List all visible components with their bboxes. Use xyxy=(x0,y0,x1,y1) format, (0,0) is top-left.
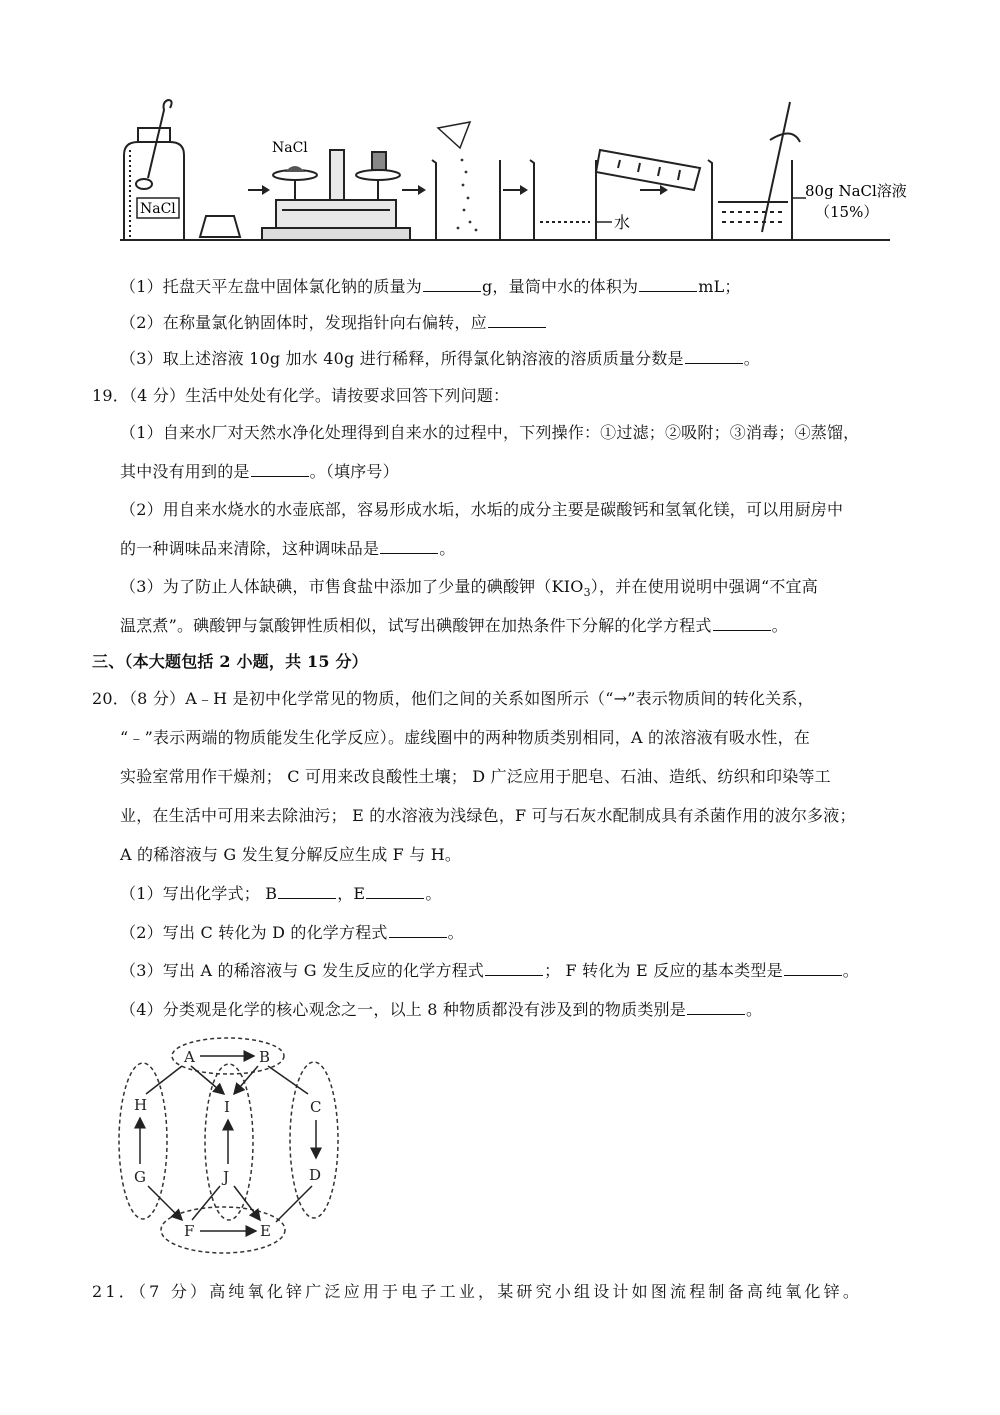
answer-blank[interactable] xyxy=(251,462,309,477)
balance xyxy=(262,150,410,240)
answer-blank[interactable] xyxy=(713,616,771,631)
group-hg xyxy=(119,1063,167,1219)
relationship-diagram xyxy=(116,1036,356,1266)
q20-line5: A 的稀溶液与 G 发生复分解反应生成 F 与 H。 xyxy=(120,845,462,864)
reagent-bottle xyxy=(124,128,184,240)
node-a: A xyxy=(184,1048,195,1066)
node-b: B xyxy=(259,1048,271,1066)
q19-part1: （1）自来水厂对天然水净化处理得到自来水的过程中，下列操作：①过滤；②吸附；③消毒；④蒸馏， xyxy=(120,423,860,442)
falling-salt xyxy=(457,159,478,232)
q20-part3: （3）写出 A 的稀溶液与 G 发生反应的化学方程式 ； F 转化为 E 反应的基本类型是 。 xyxy=(120,961,859,980)
water-label: 水 xyxy=(614,213,631,232)
node-j: J xyxy=(223,1168,230,1186)
group-cd xyxy=(290,1062,338,1218)
answer-blank[interactable] xyxy=(488,313,546,328)
bottle-stopper xyxy=(200,216,240,237)
q21-heading: 21．（7 分）高纯氧化锌广泛应用于电子工业，某研究小组设计如图流程制备高纯氧化锌。 xyxy=(92,1282,863,1301)
answer-blank[interactable] xyxy=(278,884,336,899)
answer-blank[interactable] xyxy=(423,277,481,292)
q20-heading: 20．（8 分）A﹣H 是初中化学常见的物质，他们之间的关系如图所示（“→”表示物质间的转化关系， xyxy=(92,689,814,708)
q18-part3: （3）取上述溶液 10g 加水 40g 进行稀释，所得氯化钠溶液的溶质质量分数是 。 xyxy=(120,349,760,368)
q20-line3: 实验室常用作干燥剂； C 可用来改良酸性土壤； D 广泛应用于肥皂、石油、造纸、纺织和印染等工 xyxy=(120,767,831,786)
q20-line2: “﹣”表示两端的物质能发生化学反应）。虚线圈中的两种物质类别相同，A 的浓溶液有吸水性，在 xyxy=(120,728,811,747)
answer-blank[interactable] xyxy=(366,884,424,899)
q19-part2: （2）用自来水烧水的水壶底部，容易形成水垢，水垢的成分主要是碳酸钙和氢氧化镁，可以用厨房中 xyxy=(120,500,844,519)
q19-part1-cont: 其中没有用到的是 。（填序号） xyxy=(120,462,399,481)
paper-funnel xyxy=(438,122,470,148)
q20-part1: （1）写出化学式； B ，E 。 xyxy=(120,884,442,903)
salt-pile xyxy=(285,166,305,172)
arrow-1 xyxy=(248,185,270,195)
arrow-4 xyxy=(640,185,668,195)
section-3-heading: 三、（本大题包括 2 小题，共 15 分） xyxy=(92,652,368,671)
bottle-label: NaCl xyxy=(140,201,176,217)
solution-label-2: （15%） xyxy=(815,203,879,221)
node-d: D xyxy=(309,1166,322,1184)
answer-blank[interactable] xyxy=(784,961,842,976)
q19-heading: 19．（4 分）生活中处处有化学。请按要求回答下列问题： xyxy=(92,386,510,405)
answer-blank[interactable] xyxy=(485,961,543,976)
q19-part2-cont: 的一种调味品来清除，这种调味品是 。 xyxy=(120,539,456,558)
node-f: F xyxy=(184,1222,195,1240)
experiment-figure xyxy=(0,0,1000,250)
node-e: E xyxy=(260,1222,271,1240)
answer-blank[interactable] xyxy=(687,1000,745,1015)
graduated-cylinder xyxy=(596,150,700,190)
q18-part1: （1）托盘天平左盘中固体氯化钠的质量为 g，量筒中水的体积为 mL； xyxy=(120,277,741,296)
answer-blank[interactable] xyxy=(639,277,697,292)
spoon xyxy=(136,100,172,189)
balance-label: NaCl xyxy=(272,140,308,156)
q20-part4: （4）分类观是化学的核心观念之一，以上 8 种物质都没有涉及到的物质类别是 。 xyxy=(120,1000,763,1019)
q18-part2: （2）在称量氯化钠固体时，发现指针向右偏转，应 xyxy=(120,312,547,334)
q19-part3-cont: 温烹煮”。碘酸钾与氯酸钾性质相似，试写出碘酸钾在加热条件下分解的化学方程式 。 xyxy=(120,616,788,635)
node-i: I xyxy=(224,1098,230,1116)
arrow-3 xyxy=(503,185,528,195)
answer-blank[interactable] xyxy=(380,539,438,554)
q19-part3: （3）为了防止人体缺碘，市售食盐中添加了少量的碘酸钾$(KIO_3)$，并在使用说明中强调“不宜高 xyxy=(120,577,818,600)
node-g: G xyxy=(134,1168,146,1186)
answer-blank[interactable] xyxy=(389,923,447,938)
q20-line4: 业，在生活中可用来去除油污； E 的水溶液为浅绿色，F 可与石灰水配制成具有杀菌作用的波尔多液； xyxy=(120,806,856,825)
beaker-2 xyxy=(530,160,596,240)
node-h: H xyxy=(134,1096,148,1114)
answer-blank[interactable] xyxy=(685,349,743,364)
arrow-2 xyxy=(402,185,426,195)
node-c: C xyxy=(310,1098,322,1116)
q20-part2: （2）写出 C 转化为 D 的化学方程式 。 xyxy=(120,923,464,942)
solution-label-1: 80g NaCl溶液 xyxy=(805,182,907,200)
beaker-3 xyxy=(708,160,792,240)
